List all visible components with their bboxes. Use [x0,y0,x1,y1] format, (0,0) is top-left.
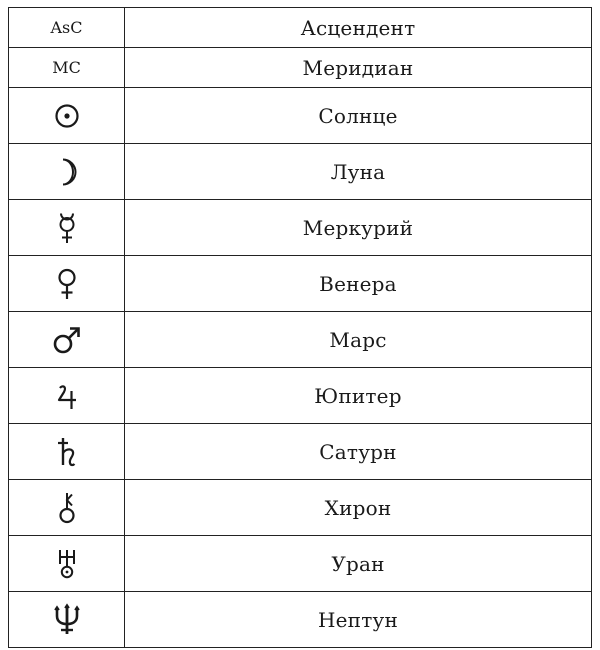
ascendant-name: Асцендент [125,8,592,48]
midheaven-symbol: MC [9,48,125,88]
sun-cell [9,88,125,144]
table-row [9,88,592,144]
venus-name: Венера [125,256,592,312]
jupiter-icon [52,379,82,413]
sun-icon [52,101,82,131]
venus-icon [52,267,82,301]
mercury-cell [9,200,125,256]
table-row [9,480,592,536]
table-row [9,256,592,312]
saturn-cell [9,424,125,480]
table-row [9,312,592,368]
neptune-cell [9,592,125,648]
ascendant-symbol: AsC [9,8,125,48]
venus-cell [9,256,125,312]
saturn-name: Сатурн [125,424,592,480]
mars-icon [51,324,83,356]
table-row [9,200,592,256]
neptune-icon [52,603,82,637]
table-row [9,368,592,424]
mercury-icon [52,211,82,245]
uranus-icon [52,547,82,581]
jupiter-name: Юпитер [125,368,592,424]
table-row [9,536,592,592]
table-row [9,8,592,48]
table-row [9,144,592,200]
uranus-cell [9,536,125,592]
mars-name: Марс [125,312,592,368]
table-row [9,592,592,648]
uranus-name: Уран [125,536,592,592]
mercury-name: Меркурий [125,200,592,256]
table-row [9,424,592,480]
chiron-icon [52,491,82,525]
jupiter-cell [9,368,125,424]
moon-icon [52,156,82,188]
midheaven-name: Меридиан [125,48,592,88]
planet-symbols-table [8,7,592,648]
chiron-cell [9,480,125,536]
moon-cell [9,144,125,200]
neptune-name: Нептун [125,592,592,648]
saturn-icon [52,435,82,469]
mars-cell [9,312,125,368]
chiron-name: Хирон [125,480,592,536]
table-row [9,48,592,88]
moon-name: Луна [125,144,592,200]
sun-name: Солнце [125,88,592,144]
